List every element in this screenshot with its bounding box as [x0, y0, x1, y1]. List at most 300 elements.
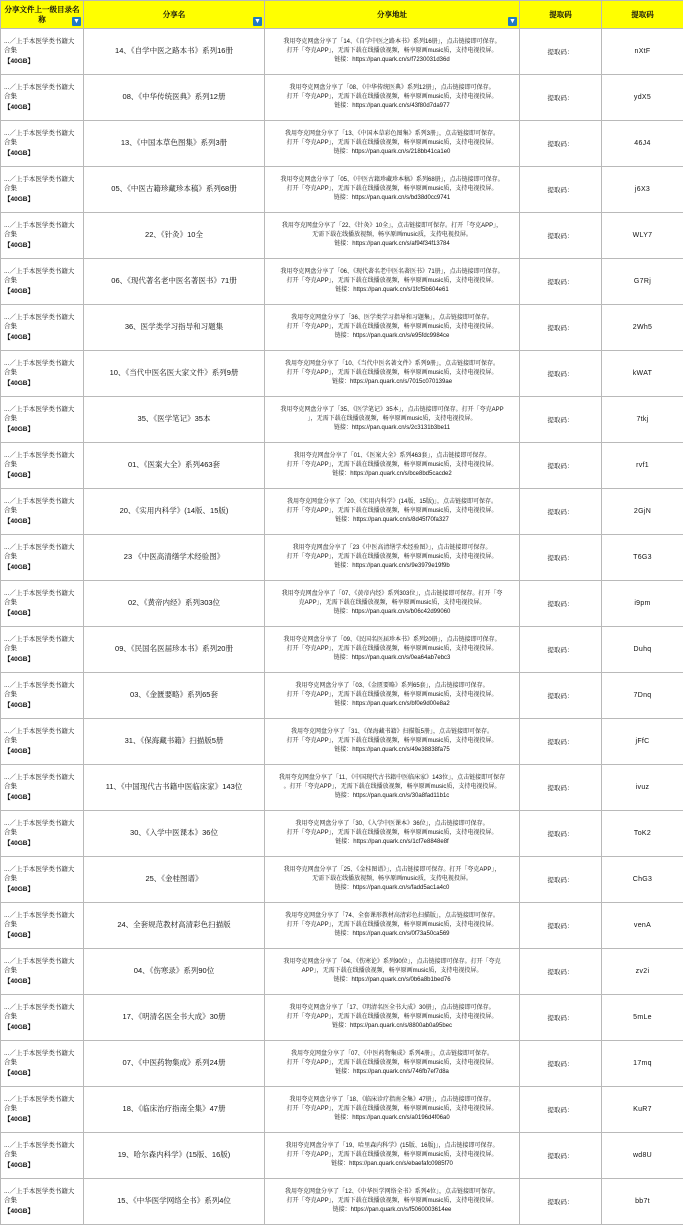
cell-share-address[interactable]	[265, 121, 520, 167]
share-address-line-2: 打开「夸克APP」，无需下载在线播放视频，畅享原画music质，支持电视投屏。	[268, 277, 516, 286]
cell-folder-path	[1, 811, 84, 857]
share-address-line-1: 我用夸克网盘分享了「10、《当代中医名著文件》系列9册」，点击链接即可保存。	[268, 360, 516, 369]
cell-code-value[interactable]: ivuz	[602, 765, 683, 811]
cell-folder-path	[1, 397, 84, 443]
share-address-line-3[interactable]: 链接：https://pan.quark.cn/s/746fb7ef7d8a	[268, 1068, 516, 1077]
share-address-line-3[interactable]: 链接：https://pan.quark.cn/s/9e3979e19f9b	[268, 562, 516, 571]
folder-path-text: ...／上手本医学类书籍大合集	[4, 544, 74, 560]
cell-code-label: 提取码：	[520, 1041, 602, 1087]
folder-path-text: ...／上手本医学类书籍大合集	[4, 1050, 74, 1066]
cell-folder-path	[1, 627, 84, 673]
share-address-line-3[interactable]: 链接：https://pan.quark.cn/s/218bb41ca1e0	[268, 148, 516, 157]
share-address-line-3[interactable]: 链接：https://pan.quark.cn/s/bce8bd5cacde2	[268, 470, 516, 479]
share-address-line-1: 我用夸克网盘分享了「05、《中医古籍珍藏珍本稿》系列68册」，点击链接即可保存。	[268, 176, 516, 185]
cell-share-address[interactable]	[265, 443, 520, 489]
cell-share-address[interactable]	[265, 489, 520, 535]
filter-dropdown-icon-folder[interactable]: ▼	[72, 17, 81, 26]
share-address-line-1: 我用夸克网盘分享了「25、《金桂图谱》」，点击链接即可保存。打开「夸克APP」，	[268, 866, 516, 875]
cell-code-value[interactable]: venA	[602, 903, 683, 949]
share-address-line-3[interactable]: 链接：https://pan.quark.cn/s/8d45f70fa327	[268, 516, 516, 525]
folder-path-text: ...／上手本医学类书籍大合集	[4, 130, 74, 146]
filter-dropdown-icon-share-address[interactable]: ▼	[508, 17, 517, 26]
share-address-line-2: 无需下载在线播放视频，畅享原画music质，支持电视投屏。	[268, 231, 516, 240]
cell-folder-path	[1, 673, 84, 719]
table-row[interactable]	[1, 673, 683, 719]
folder-path-text: ...／上手本医学类书籍大合集	[4, 728, 74, 744]
cell-share-address[interactable]	[265, 167, 520, 213]
share-address-line-3[interactable]: 链接：https://pan.quark.cn/s/af94f34f13784	[268, 240, 516, 249]
folder-size-badge: 【40GB】	[4, 747, 80, 756]
folder-size-badge: 【40GB】	[4, 287, 80, 296]
folder-path-text: ...／上手本医学类书籍大合集	[4, 406, 74, 422]
cell-code-label: 提取码：	[520, 259, 602, 305]
cell-share-name: 11、《中国现代古书籍中医临床家》143位	[84, 765, 265, 811]
folder-size-badge: 【40GB】	[4, 931, 80, 940]
cell-share-address[interactable]	[265, 397, 520, 443]
cell-share-address[interactable]	[265, 995, 520, 1041]
share-address-line-3[interactable]: 链接：https://pan.quark.cn/s/fadd5ac1a4c0	[268, 884, 516, 893]
share-address-line-3[interactable]: 链接：https://pan.quark.cn/s/8800ab0a95bec	[268, 1022, 516, 1031]
cell-share-name: 20、《实用内科学》(14版、15版)	[84, 489, 265, 535]
folder-path-text: ...／上手本医学类书籍大合集	[4, 498, 74, 514]
cell-code-value[interactable]: 5mLe	[602, 995, 683, 1041]
share-address-line-3[interactable]: 链接：https://pan.quark.cn/s/e95fdc9984ce	[268, 332, 516, 341]
share-address-line-3[interactable]: 链接：https://pan.quark.cn/s/f5060003614ee	[268, 1206, 516, 1215]
cell-share-address[interactable]	[265, 1041, 520, 1087]
cell-code-label: 提取码：	[520, 719, 602, 765]
share-address-line-3[interactable]: 链接：https://pan.quark.cn/s/2c3131b3be11	[268, 424, 516, 433]
cell-folder-path	[1, 1087, 84, 1133]
table-row[interactable]	[1, 949, 683, 995]
cell-code-label: 提取码：	[520, 443, 602, 489]
folder-path-text: ...／上手本医学类书籍大合集	[4, 268, 74, 284]
cell-share-address[interactable]	[265, 75, 520, 121]
share-address-line-1: 我用夸克网盘分享了「18、《临床诊疗指南全集》47册」，点击链接即可保存。	[268, 1096, 516, 1105]
cell-share-name: 35、《医学笔记》35本	[84, 397, 265, 443]
table-row[interactable]	[1, 719, 683, 765]
folder-size-badge: 【40GB】	[4, 609, 80, 618]
cell-share-address[interactable]	[265, 259, 520, 305]
column-header-share-address[interactable]	[265, 1, 520, 29]
share-address-line-1: 我用夸克网盘分享了「14、《自学中医之路本书》系列16册」，点击链接即可保存。	[268, 38, 516, 47]
cell-share-address[interactable]	[265, 857, 520, 903]
share-address-line-1: 我用夸克网盘分享了「04、《伤寒论》系列90位」，点击链接即可保存。打开「夸克	[268, 958, 516, 967]
cell-code-label: 提取码：	[520, 121, 602, 167]
cell-share-address[interactable]	[265, 213, 520, 259]
folder-path-text: ...／上手本医学类书籍大合集	[4, 774, 74, 790]
folder-size-badge: 【40GB】	[4, 149, 80, 158]
share-address-line-2: 打开「夸克APP」，无需下载在线播放视频，畅享原画music质，支持电视投屏。	[268, 323, 516, 332]
cell-code-label: 提取码：	[520, 627, 602, 673]
share-address-line-3[interactable]: 链接：https://pan.quark.cn/s/b06c42d99060	[268, 608, 516, 617]
cell-share-name: 08、《中华传统医典》系列12册	[84, 75, 265, 121]
cell-code-value[interactable]: jFfC	[602, 719, 683, 765]
cell-share-address[interactable]	[265, 29, 520, 75]
folder-size-badge: 【40GB】	[4, 379, 80, 388]
cell-code-label: 提取码：	[520, 535, 602, 581]
share-address-line-1: 我用夸克网盘分享了「19、哈里森内科学》(15版、16版)」，点击链接即可保存。	[268, 1142, 516, 1151]
share-address-line-2: 打开「夸克APP」，无需下载在线播放视频，畅享原画music质，支持电视投屏。	[268, 921, 516, 930]
cell-share-address[interactable]	[265, 305, 520, 351]
cell-share-name: 09、《民国名医届珍本书》系列20册	[84, 627, 265, 673]
cell-share-name: 14、《自学中医之路本书》系列16册	[84, 29, 265, 75]
table-row[interactable]	[1, 1087, 683, 1133]
share-address-line-3[interactable]: 链接：https://pan.quark.cn/s/0ea64ab7ebc3	[268, 654, 516, 663]
cell-code-label: 提取码：	[520, 305, 602, 351]
cell-code-value[interactable]: ChG3	[602, 857, 683, 903]
folder-path-text: ...／上手本医学类书籍大合集	[4, 820, 74, 836]
cell-share-name: 01、《医案大全》系列463套	[84, 443, 265, 489]
share-address-line-3[interactable]: 链接：https://pan.quark.cn/s/ebaefafc0985f70	[268, 1160, 516, 1169]
share-address-line-1: 我用夸克网盘分享了「07、《中医药物集成》系列4册」，点击链接即可保存。	[268, 1050, 516, 1059]
table-header	[1, 1, 683, 29]
share-address-line-3[interactable]: 链接：https://pan.quark.cn/s/7015c070139ae	[268, 378, 516, 387]
cell-share-address[interactable]	[265, 719, 520, 765]
share-address-line-2: 打开「夸克APP」，无需下载在线播放视频，畅享原画music质，支持电视投屏。	[268, 645, 516, 654]
folder-size-badge: 【40GB】	[4, 333, 80, 342]
cell-code-label: 提取码：	[520, 397, 602, 443]
cell-share-name: 22、《针灸》10全	[84, 213, 265, 259]
cell-code-value[interactable]: zv2i	[602, 949, 683, 995]
folder-size-badge: 【40GB】	[4, 1161, 80, 1170]
share-address-line-2: 克APP」，无需下载在线播放视频，畅享原画music质，支持电视投屏。	[268, 599, 516, 608]
folder-path-text: ...／上手本医学类书籍大合集	[4, 314, 74, 330]
share-address-line-2: 打开「夸克APP」，无需下载在线播放视频，畅享原画music质，支持电视投屏。	[268, 369, 516, 378]
table-row[interactable]	[1, 305, 683, 351]
table-row[interactable]	[1, 581, 683, 627]
share-address-line-3[interactable]: 链接：https://pan.quark.cn/s/a0196d4f06a0	[268, 1114, 516, 1123]
table-row[interactable]	[1, 213, 683, 259]
share-address-line-2: 打开「夸克APP」，无需下载在线播放视频，畅享原画music质，支持电视投屏。	[268, 507, 516, 516]
cell-share-name: 13、《中国本草色图集》系列3册	[84, 121, 265, 167]
cell-folder-path	[1, 581, 84, 627]
share-address-line-3[interactable]: 链接：https://pan.quark.cn/s/bd38d0cc9741	[268, 194, 516, 203]
folder-size-badge: 【40GB】	[4, 517, 80, 526]
table-row[interactable]	[1, 903, 683, 949]
cell-code-label: 提取码：	[520, 765, 602, 811]
folder-path-text: ...／上手本医学类书籍大合集	[4, 590, 74, 606]
column-header-code-2[interactable]	[602, 1, 683, 29]
share-address-line-1: 我用夸克网盘分享了「03、《金匮要略》系列65套」，点击链接即可保存。	[268, 682, 516, 691]
cell-folder-path	[1, 903, 84, 949]
cell-share-address[interactable]	[265, 1087, 520, 1133]
share-address-line-2: 打开「夸克APP」，无需下载在线播放视频，畅享原画music质，支持电视投屏。	[268, 829, 516, 838]
cell-code-value[interactable]: T6G3	[602, 535, 683, 581]
column-header-share-name[interactable]	[84, 1, 265, 29]
share-address-line-2: APP」，无需下载在线播放视频，畅享原画music质，支持电视投屏。	[268, 967, 516, 976]
column-header-code-2-label: 提取码	[631, 10, 654, 19]
table-row[interactable]	[1, 121, 683, 167]
table-row[interactable]	[1, 535, 683, 581]
folder-size-badge: 【40GB】	[4, 793, 80, 802]
cell-folder-path	[1, 857, 84, 903]
cell-code-label: 提取码：	[520, 673, 602, 719]
column-header-share-address-label: 分享地址	[377, 10, 407, 19]
share-address-line-2: 打开「夸克APP」，无需下载在线播放视频，畅享原画music质，支持电视投屏。	[268, 139, 516, 148]
cell-share-name: 31、《保海藏书籍》扫描版5册	[84, 719, 265, 765]
table-row[interactable]	[1, 1179, 683, 1225]
cell-code-label: 提取码：	[520, 29, 602, 75]
cell-share-name: 19、哈尔森内科学》(15版、16版)	[84, 1133, 265, 1179]
folder-size-badge: 【40GB】	[4, 1115, 80, 1124]
cell-share-address[interactable]	[265, 811, 520, 857]
folder-size-badge: 【40GB】	[4, 1069, 80, 1078]
cell-share-name: 03、《金匮要略》系列65套	[84, 673, 265, 719]
folder-path-text: ...／上手本医学类书籍大合集	[4, 958, 74, 974]
cell-code-value[interactable]: rvf1	[602, 443, 683, 489]
table-row[interactable]	[1, 75, 683, 121]
share-address-line-3[interactable]: 链接：https://pan.quark.cn/s/1fcf5b604e61	[268, 286, 516, 295]
folder-size-badge: 【40GB】	[4, 977, 80, 986]
folder-path-text: ...／上手本医学类书籍大合集	[4, 682, 74, 698]
folder-size-badge: 【40GB】	[4, 425, 80, 434]
cell-code-value[interactable]: 2GjN	[602, 489, 683, 535]
folder-size-badge: 【40GB】	[4, 471, 80, 480]
share-address-line-1: 我用夸克网盘分享了「35、《医学笔记》35本」，点击链接即可保存。打开「夸克APP	[268, 406, 516, 415]
cell-share-address[interactable]	[265, 535, 520, 581]
share-address-line-2: 打开「夸克APP」，无需下载在线播放视频，畅享原画music质，支持电视投屏。	[268, 553, 516, 562]
cell-code-label: 提取码：	[520, 995, 602, 1041]
share-address-line-3[interactable]: 链接：https://pan.quark.cn/s/30a8fad11b1c	[268, 792, 516, 801]
share-address-line-3[interactable]: 链接：https://pan.quark.cn/s/bf0e9d00e8a2	[268, 700, 516, 709]
column-header-folder[interactable]	[1, 1, 84, 29]
folder-size-badge: 【40GB】	[4, 103, 80, 112]
folder-size-badge: 【40GB】	[4, 1207, 80, 1216]
column-header-code-1[interactable]	[520, 1, 602, 29]
share-address-line-2: 打开「夸克APP」，无需下载在线播放视频，畅享原画music质，支持电视投屏。	[268, 461, 516, 470]
folder-path-text: ...／上手本医学类书籍大合集	[4, 176, 74, 192]
cell-code-label: 提取码：	[520, 1087, 602, 1133]
cell-code-value[interactable]: 46J4	[602, 121, 683, 167]
share-address-line-1: 我用夸克网盘分享了「08、《中华传统医典》系列12册」，点击链接即可保存。	[268, 84, 516, 93]
cell-code-value[interactable]: j6X3	[602, 167, 683, 213]
folder-path-text: ...／上手本医学类书籍大合集	[4, 1188, 74, 1204]
cell-code-label: 提取码：	[520, 903, 602, 949]
cell-code-value[interactable]: ToK2	[602, 811, 683, 857]
folder-path-text: ...／上手本医学类书籍大合集	[4, 912, 74, 928]
cell-share-address[interactable]	[265, 673, 520, 719]
cell-code-value[interactable]: bb7t	[602, 1179, 683, 1225]
folder-size-badge: 【40GB】	[4, 885, 80, 894]
share-address-line-1: 我用夸克网盘分享了「23《中医高清缮学术经验图》」，点击链接即可保存。	[268, 544, 516, 553]
share-address-line-3[interactable]: 链接：https://pan.quark.cn/s/0b6a8b1bed76	[268, 976, 516, 985]
cell-code-value[interactable]: 7tkj	[602, 397, 683, 443]
cell-folder-path	[1, 1133, 84, 1179]
cell-code-label: 提取码：	[520, 581, 602, 627]
cell-share-name: 36、医学类学习指导和习题集	[84, 305, 265, 351]
share-address-line-1: 我用夸克网盘分享了「31、《保海藏书籍》扫描版5册」，点击链接即可保存。	[268, 728, 516, 737]
cell-code-value[interactable]: ydX5	[602, 75, 683, 121]
share-address-line-2: 」，无需下载在线播放视频，畅享原画music质，支持电视投屏。	[268, 415, 516, 424]
share-address-line-2: 打开「夸克APP」，无需下载在线播放视频，畅享原画music质，支持电视投屏。	[268, 93, 516, 102]
table-row[interactable]	[1, 351, 683, 397]
cell-folder-path	[1, 75, 84, 121]
share-address-line-1: 我用夸克网盘分享了「12、《中华医学网络全书》系列4位」，点击链接即可保存。	[268, 1188, 516, 1197]
share-address-line-2: 打开「夸克APP」，无需下载在线播放视频，畅享原画music质，支持电视投屏。	[268, 1013, 516, 1022]
folder-size-badge: 【40GB】	[4, 655, 80, 664]
cell-folder-path	[1, 443, 84, 489]
folder-path-text: ...／上手本医学类书籍大合集	[4, 636, 74, 652]
cell-code-value[interactable]: 7Dnq	[602, 673, 683, 719]
cell-share-name: 24、全套规范教材高清彩色扫描版	[84, 903, 265, 949]
table-body	[1, 29, 683, 1225]
table-row[interactable]	[1, 29, 683, 75]
cell-code-value[interactable]: G7Rj	[602, 259, 683, 305]
share-address-line-2: 打开「夸克APP」，无需下载在线播放视频，畅享原画music质，支持电视投屏。	[268, 47, 516, 56]
folder-path-text: ...／上手本医学类书籍大合集	[4, 1142, 74, 1158]
cell-share-address[interactable]	[265, 627, 520, 673]
cell-folder-path	[1, 1041, 84, 1087]
header-row	[1, 1, 683, 29]
share-address-line-2: 打开「夸克APP」，无需下载在线播放视频，畅享原画music质，支持电视投屏。	[268, 1105, 516, 1114]
cell-share-name: 06、《现代著名老中医名著医书》71册	[84, 259, 265, 305]
table-row[interactable]	[1, 443, 683, 489]
folder-path-text: ...／上手本医学类书籍大合集	[4, 452, 74, 468]
share-address-line-2: 打开「夸克APP」，无需下载在线播放视频，畅享原画music质，支持电视投屏。	[268, 737, 516, 746]
cell-share-address[interactable]	[265, 351, 520, 397]
share-address-line-3[interactable]: 链接：https://pan.quark.cn/s/f7230031d36d	[268, 56, 516, 65]
share-address-line-2: 。打开「夸克APP」，无需下载在线播放视频，畅享原画music质，支持电视投屏。	[268, 783, 516, 792]
cell-share-name: 02、《黄帝内经》系列303位	[84, 581, 265, 627]
table-row[interactable]	[1, 1133, 683, 1179]
cell-share-name: 04、《伤寒录》系列90位	[84, 949, 265, 995]
folder-size-badge: 【40GB】	[4, 563, 80, 572]
cell-folder-path	[1, 305, 84, 351]
cell-share-name: 30、《入学中医课本》36位	[84, 811, 265, 857]
cell-folder-path	[1, 121, 84, 167]
share-address-line-1: 我用夸克网盘分享了「20、《实用内科学》(14版、15版)」，点击链接即可保存。	[268, 498, 516, 507]
folder-size-badge: 【40GB】	[4, 839, 80, 848]
share-address-line-1: 我用夸克网盘分享了「36、医学类学习指导和习题集」，点击链接即可保存。	[268, 314, 516, 323]
share-address-line-3[interactable]: 链接：https://pan.quark.cn/s/1cf7e8848e8f	[268, 838, 516, 847]
table-row[interactable]	[1, 397, 683, 443]
share-address-line-2: 打开「夸克APP」，无需下载在线播放视频，畅享原画music质，支持电视投屏。	[268, 1151, 516, 1160]
folder-size-badge: 【40GB】	[4, 241, 80, 250]
cell-code-label: 提取码：	[520, 351, 602, 397]
share-address-line-1: 我用夸克网盘分享了「11、《中国现代古书籍中医临床家》143位」，点击链接即可保存	[268, 774, 516, 783]
cell-share-address[interactable]	[265, 903, 520, 949]
folder-size-badge: 【40GB】	[4, 195, 80, 204]
cell-folder-path	[1, 949, 84, 995]
table-row[interactable]	[1, 167, 683, 213]
cell-code-label: 提取码：	[520, 1133, 602, 1179]
folder-path-text: ...／上手本医学类书籍大合集	[4, 1096, 74, 1112]
cell-share-address[interactable]	[265, 1179, 520, 1225]
cell-share-address[interactable]	[265, 949, 520, 995]
cell-code-value[interactable]: 2Wh5	[602, 305, 683, 351]
share-address-line-2: 打开「夸克APP」，无需下载在线播放视频，畅享原画music质，支持电视投屏。	[268, 1059, 516, 1068]
share-address-line-1: 我用夸克网盘分享了「01、《医案大全》系列463套」，点击链接即可保存。	[268, 452, 516, 461]
folder-path-text: ...／上手本医学类书籍大合集	[4, 866, 74, 882]
column-header-share-name-label: 分享名	[163, 10, 186, 19]
cell-folder-path	[1, 719, 84, 765]
cell-share-address[interactable]	[265, 765, 520, 811]
table-row[interactable]	[1, 1041, 683, 1087]
cell-share-name: 18、《临床治疗指南全集》47册	[84, 1087, 265, 1133]
cell-folder-path	[1, 167, 84, 213]
share-address-line-2: 打开「夸克APP」，无需下载在线播放视频，畅享原画music质，支持电视投屏。	[268, 1197, 516, 1206]
cell-folder-path	[1, 29, 84, 75]
folder-path-text: ...／上手本医学类书籍大合集	[4, 222, 74, 238]
table-row[interactable]	[1, 765, 683, 811]
cell-share-name: 23 《中医高清缮学术经验图》	[84, 535, 265, 581]
cell-code-label: 提取码：	[520, 1179, 602, 1225]
folder-path-text: ...／上手本医学类书籍大合集	[4, 38, 74, 54]
share-address-line-1: 我用夸克网盘分享了「09、《民国名医届珍本书》系列20册」，点击链接即可保存。	[268, 636, 516, 645]
share-address-line-3[interactable]: 链接：https://pan.quark.cn/s/0f73a50ca569	[268, 930, 516, 939]
share-address-line-1: 我用夸克网盘分享了「17、《明清名医全书大成》30册」，点击链接即可保存。	[268, 1004, 516, 1013]
share-address-line-1: 我用夸克网盘分享了「22、《针灸》10全」，点击链接即可保存。打开「夸克APP」，	[268, 222, 516, 231]
share-address-line-1: 我用夸克网盘分享了「07、《黄帝内经》系列303位」，点击链接即可保存。打开「夸	[268, 590, 516, 599]
cell-folder-path	[1, 213, 84, 259]
share-address-line-1: 我用夸克网盘分享了「30、《入学中医课本》36位」，点击链接即可保存。	[268, 820, 516, 829]
cell-code-value[interactable]: KuR7	[602, 1087, 683, 1133]
cell-share-address[interactable]	[265, 1133, 520, 1179]
share-address-line-2: 打开「夸克APP」，无需下载在线播放视频，畅享原画music质，支持电视投屏。	[268, 185, 516, 194]
cell-folder-path	[1, 351, 84, 397]
cell-folder-path	[1, 489, 84, 535]
column-header-folder-label: 分享文件上一级目录名称	[5, 5, 80, 23]
cell-folder-path	[1, 535, 84, 581]
folder-path-text: ...／上手本医学类书籍大合集	[4, 1004, 74, 1020]
cell-code-value[interactable]: wd8U	[602, 1133, 683, 1179]
cell-share-name: 17、《明清名医全书大成》30册	[84, 995, 265, 1041]
folder-size-badge: 【40GB】	[4, 57, 80, 66]
cell-share-name: 10、《当代中医名医大家文件》系列9册	[84, 351, 265, 397]
cell-share-name: 05、《中医古籍珍藏珍本稿》系列68册	[84, 167, 265, 213]
cell-share-name: 25、《金桂图谱》	[84, 857, 265, 903]
cell-code-label: 提取码：	[520, 811, 602, 857]
table-row[interactable]	[1, 489, 683, 535]
share-address-line-1: 我用夸克网盘分享了「74、全套课形教材高清彩色扫描版」，点击链接即可保存。	[268, 912, 516, 921]
share-address-line-1: 我用夸克网盘分享了「13、《中国本草彩色图集》系列3册」，点击链接即可保存。	[268, 130, 516, 139]
table-row[interactable]	[1, 627, 683, 673]
cell-code-value[interactable]: i9pm	[602, 581, 683, 627]
cell-code-value[interactable]: 17mq	[602, 1041, 683, 1087]
folder-size-badge: 【40GB】	[4, 1023, 80, 1032]
cell-code-value[interactable]: WLY7	[602, 213, 683, 259]
table-row[interactable]	[1, 857, 683, 903]
cell-code-label: 提取码：	[520, 857, 602, 903]
share-address-line-2: 无需下载在线播放视频，畅享原画music质，支持电视投屏。	[268, 875, 516, 884]
share-address-line-3[interactable]: 链接：https://pan.quark.cn/s/49e38838fa75	[268, 746, 516, 755]
cell-code-value[interactable]: Duhq	[602, 627, 683, 673]
share-address-line-1: 我用夸克网盘分享了「06、《现代著名老中医名著医书》71册」，点击链接即可保存。	[268, 268, 516, 277]
share-address-line-2: 打开「夸克APP」，无需下载在线播放视频，畅享原画music质，支持电视投屏。	[268, 691, 516, 700]
share-address-line-3[interactable]: 链接：https://pan.quark.cn/s/43f80d7da977	[268, 102, 516, 111]
cell-code-label: 提取码：	[520, 489, 602, 535]
cell-share-name: 15、《中华医学网络全书》系列4位	[84, 1179, 265, 1225]
cell-share-address[interactable]	[265, 581, 520, 627]
cell-folder-path	[1, 1179, 84, 1225]
table-row[interactable]	[1, 995, 683, 1041]
table-row[interactable]	[1, 811, 683, 857]
table-row[interactable]	[1, 259, 683, 305]
cell-code-value[interactable]: kWAT	[602, 351, 683, 397]
folder-size-badge: 【40GB】	[4, 701, 80, 710]
cell-code-value[interactable]: nXtF	[602, 29, 683, 75]
folder-path-text: ...／上手本医学类书籍大合集	[4, 360, 74, 376]
cell-code-label: 提取码：	[520, 167, 602, 213]
cell-share-name: 07、《中医药物集成》系列24册	[84, 1041, 265, 1087]
cell-code-label: 提取码：	[520, 75, 602, 121]
cell-code-label: 提取码：	[520, 213, 602, 259]
cell-folder-path	[1, 259, 84, 305]
filter-dropdown-icon-share-name[interactable]: ▼	[253, 17, 262, 26]
column-header-code-1-label: 提取码	[549, 10, 572, 19]
cell-folder-path	[1, 765, 84, 811]
cell-code-label: 提取码：	[520, 949, 602, 995]
